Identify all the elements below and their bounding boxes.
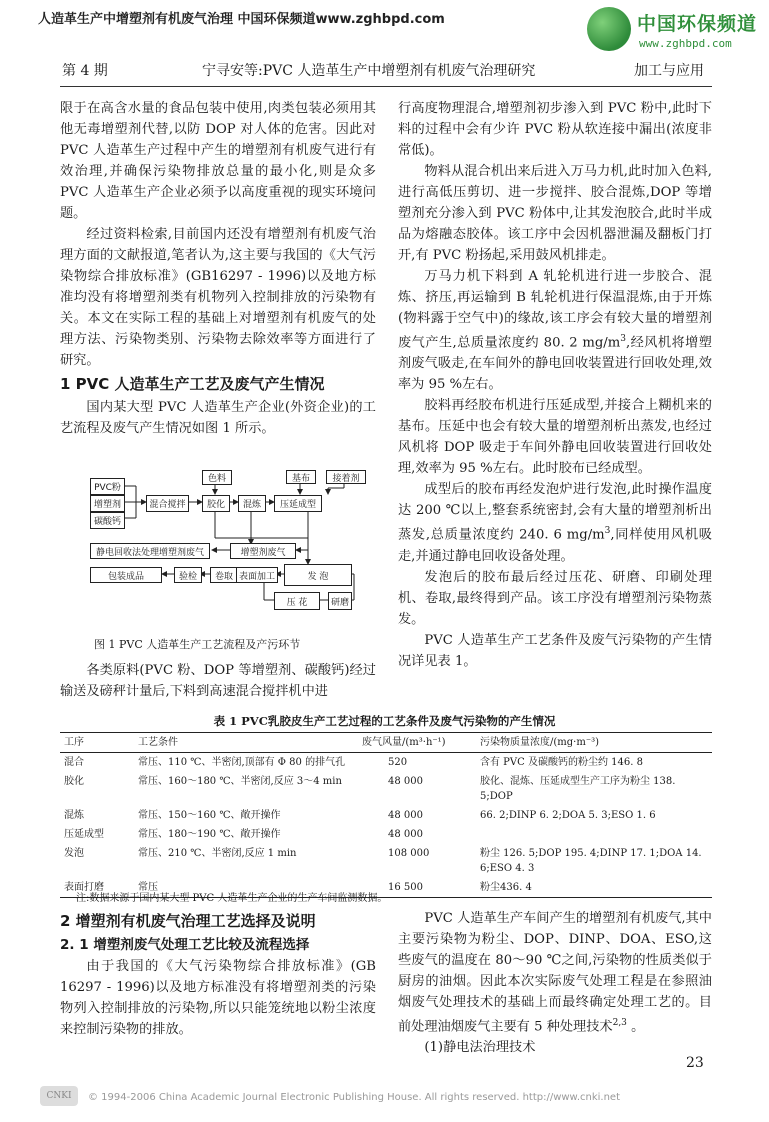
text-run: PVC 人造革生产车间产生的增塑剂有机废气,其中主要污染物为粉尘、DOP、DINP、DOA、ESO,这些废气的温度在 80～90 ℃之间,污染物的性质类似于厨房的油烟。因此本次实际废气处理工程是在参照油烟废气处理技术的基础上而最终确定处理工艺的。目前处理油烟废气主要有 5 种处理技术 [398,911,712,1035]
paragraph: (1)静电法治理技术 [424,1040,536,1056]
box-inspection: 验检 [174,567,202,583]
box-adhesive: 接着剂 [326,470,366,484]
box-gelation: 胶化 [202,495,230,512]
citation[interactable]: 2,3 [612,1018,627,1028]
box-plasticizer-gas: 增塑剂废气 [230,543,296,559]
table-cell: 108 000 [388,848,430,859]
box-kneading: 混炼 [238,495,266,512]
section-heading: 1 PVC 人造革生产工艺及废气产生情况 [60,375,325,393]
table-row [60,825,712,844]
table-cell: 粉尘 126. 5;DOP 195. 4;DINP 17. 1;DOA 14. 6;ESO 4. 3 [480,848,702,874]
process-conditions-table [60,732,712,898]
table-cell: 发泡 [64,848,84,859]
table-header-cell: 工序 [60,733,134,753]
paragraph: 经过资料检索,目前国内还没有增塑剂有机废气治理方面的文献报道,笔者认为,这主要与我国的《大气污染物综合排放标准》(GB16297 - 1996)以及地方标准均没有将增塑剂类有机物列入控制排放的污染物有关。本文在实际工程的基础上对增塑剂有机废气的处理方法、污染物类别、污染物去除效率等方面进行了研究。 [60,227,376,368]
site-banner: 人造革生产中增塑剂有机废气治理 中国环保频道www.zghbpd.com [38,12,445,27]
table-header-cell: 污染物质量浓度/(mg·m⁻³) [476,733,712,753]
table-cell: 胶化、混炼、压延成型生产工序为粉尘 138. 5;DOP [480,776,676,802]
header-rule [60,86,712,87]
table-cell: 66. 2;DINP 6. 2;DOA 5. 3;ESO 1. 6 [480,810,656,821]
box-calendering: 压延成型 [274,495,322,512]
table-cell [476,825,712,844]
table-cell: 混合 [64,757,84,768]
left-column-section2 [60,908,376,1040]
table-cell: 520 [388,757,408,768]
logo-name: 中国环保频道 [637,13,758,35]
paragraph: 发泡后的胶布最后经过压花、研磨、印刷处理机、卷取,最终得到产品。该工序没有增塑剂污染物蒸发。 [398,569,712,627]
table-title: 表 1 PVC乳胶皮生产工艺过程的工艺条件及废气污染物的产生情况 [213,714,556,728]
cnki-mark: CNKI [40,1086,78,1106]
article-title: 宁寻安等:PVC 人造革生产中增塑剂有机废气治理研究 [202,63,536,79]
table-cell: 表面打磨 [60,878,134,898]
box-colorant: 色料 [202,470,232,485]
table-header-cell: 废气风量/(m³·h⁻¹) [358,733,476,753]
paragraph: 行高度物理混合,增塑剂初步渗入到 PVC 粉中,此时下料的过程中会有少许 PVC 粉从软连接中漏出(浓度非常低)。 [398,101,712,158]
text-run: 成型后的胶布再经发泡炉进行发泡,此时操作温度达 200 ℃以上,整套系统密封,会有大量的增塑剂析出蒸发,总质量浓度约 240. 6 mg/m [398,482,712,543]
copyright-footer: © 1994-2006 China Academic Journal Electronic Publishing House. All rights reserved. http://www.cnki.net [88,1092,620,1103]
text-run: 万马力机下料到 A 轧轮机进行进一步胶合、混炼、挤压,再运输到 B 轧轮机进行保温混炼,由于开炼(物料露于空气中)的缘故,该工序会有较大量的增塑剂废气产生,总质量浓度约 80. 2 mg/m [398,269,712,351]
table-row [60,806,712,825]
issue-number: 第 4 期 [62,63,108,79]
box-embossing: 压 花 [274,592,320,610]
box-packaging: 包装成品 [90,567,162,583]
figure-caption: 图 1 PVC 人造革生产工艺流程及产污环节 [94,638,301,651]
text-run: 。 [626,1019,645,1035]
superscript: 3 [604,526,611,537]
superscript: 3 [620,334,626,344]
table-header-row [60,733,712,753]
paragraph: 各类原料(PVC 粉、DOP 等增塑剂、碳酸钙)经过输送及磅秤计量后,下料到高速混合搅拌机中进 [60,663,376,699]
table-cell: 常压、210 ℃、半密闭,反应 1 min [138,848,297,859]
globe-icon [587,7,631,51]
paragraph: 国内某大型 PVC 人造革生产企业(外资企业)的工艺流程及废气产生情况如图 1 所示。 [60,400,376,436]
box-calcium-carbonate: 碳酸钙 [90,512,125,529]
box-foaming: 发 泡 [284,564,352,586]
table-row [60,772,712,806]
process-flow-figure [88,468,366,618]
box-mixer: 混合搅拌 [146,495,189,512]
table-note: 注:数据来源于国内某大型 PVC 人造革生产企业的生产车间监测数据。 [76,893,388,904]
paragraph: 由于我国的《大气污染物综合排放标准》(GB 16297 - 1996)以及地方标准没有将增塑剂类的污染物列入控制排放的污染物,所以只能笼统地以粉尘浓度来控制污染物的排放。 [60,959,376,1037]
paragraph [398,266,712,395]
paragraph: 限于在高含水量的食品包装中使用,肉类包装必须用其他无毒增塑剂代替,以防 DOP 对人体的危害。因此对 PVC 人造革生产过程中产生的增塑剂有机废气进行有效治理,并确保污染物排放总量的最小化,则是众多 PVC 人造革生产企业必须予以高度重视的现实环境问题。 [60,101,376,221]
table-cell: 压延成型 [64,829,104,840]
section-name: 加工与应用 [634,63,704,79]
table-row [60,753,712,773]
left-column-bottom [60,660,376,702]
box-surface-finishing: 表面加工 [236,567,278,583]
box-electrostatic-recovery: 静电回收法处理增塑剂废气 [90,543,210,559]
site-logo[interactable] [587,5,762,65]
table-cell: 常压 [134,878,358,898]
paragraph [398,908,712,1037]
paragraph [398,479,712,566]
logo-url: www.zghbpd.com [639,37,732,50]
table-cell: 胶化 [64,776,84,787]
table-header-cell: 工艺条件 [134,733,358,753]
table-cell: 48 000 [388,829,423,840]
left-column-top [60,98,376,439]
running-head [62,60,712,84]
table-cell: 含有 PVC 及碳酸钙的粉尘约 146. 8 [480,757,643,768]
box-pvc-powder: PVC粉 [90,478,125,495]
table-cell: 常压、150～160 ℃、敞开操作 [138,810,281,821]
table-cell: 48 000 [388,776,423,787]
table-cell: 常压、160～180 ℃、半密闭,反应 3～4 min [138,776,342,787]
right-column-section2 [398,908,712,1058]
paragraph: 胶料再经胶布机进行压延成型,并接合上糊机来的基布。压延中也会有较大量的增塑剂析出蒸发,也经过风机将 DOP 吸走于车间外静电回收装置进行回收处理,效率为 95 %左右。此时胶布已经成型。 [398,398,712,477]
subsection-heading: 2. 1 增塑剂废气处理工艺比较及流程选择 [60,937,310,953]
table-cell: 常压、110 ℃、半密闭,顶部有 Φ 80 的排气孔 [138,757,346,768]
text-run: ,经风机将增塑剂废气吸走,在车间外的静电回收装置进行回收处理,效率为 95 %左右。 [398,335,712,393]
page-number: 23 [686,1055,704,1071]
paragraph: 物料从混合机出来后进入万马力机,此时加入色料,进行高低压剪切、进一步搅拌、胶合混炼,DOP 等增塑剂充分渗入到 PVC 粉体中,让其发泡胶合,此时半成品为熔融态胶体。该工序中会因机器泄漏及翻板门打开,有 PVC 粉扬起,采用鼓风机排走。 [398,164,712,263]
box-winding: 卷取 [210,567,238,583]
paragraph: PVC 人造革生产工艺条件及废气污染物的产生情况详见表 1。 [398,632,712,669]
box-base-cloth: 基布 [286,470,316,484]
table-row [60,844,712,878]
box-grinding: 研磨 [328,592,352,610]
table-cell: 48 000 [388,810,423,821]
section-heading: 2 增塑剂有机废气治理工艺选择及说明 [60,912,316,930]
right-column [398,98,712,672]
table-cell: 粉尘436. 4 [476,878,712,898]
text-run: ,同样使用风机吸走,并通过静电回收设备处理。 [398,527,712,564]
box-plasticizer: 增塑剂 [90,495,125,512]
table-cell: 常压、180～190 ℃、敞开操作 [138,829,281,840]
table-cell: 16 500 [358,878,476,898]
table-cell: 混炼 [64,810,84,821]
